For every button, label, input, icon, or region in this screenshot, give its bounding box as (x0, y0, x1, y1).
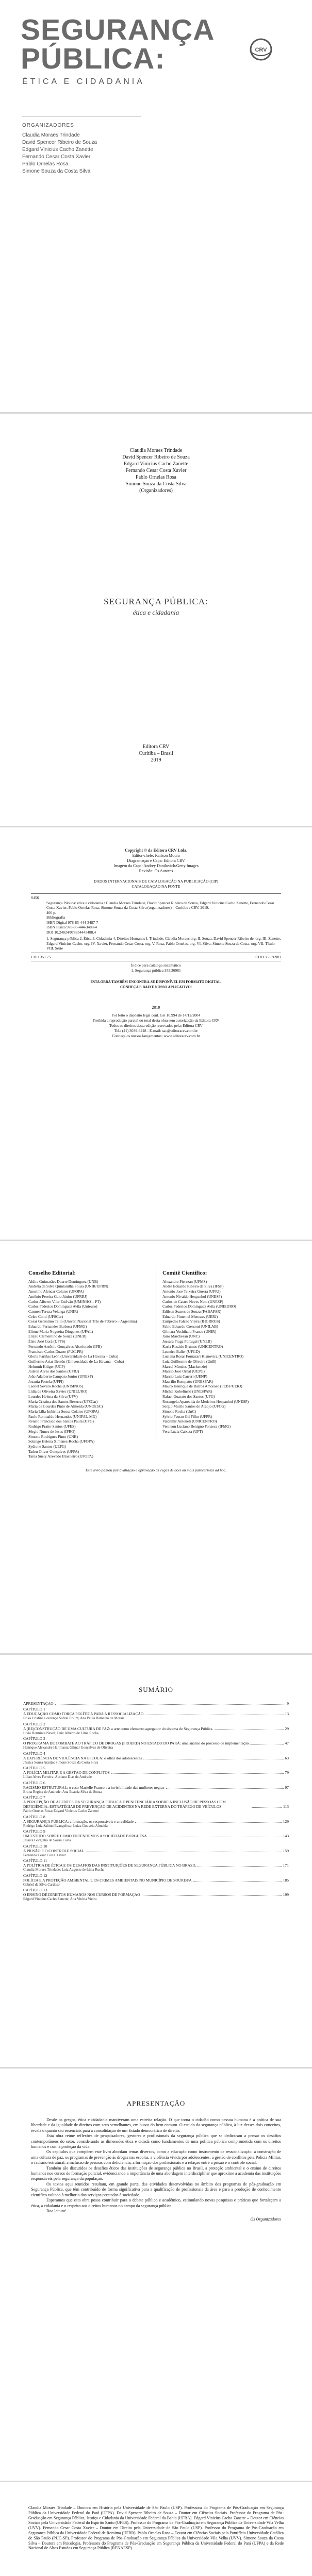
toc-title: A PERCEPÇÃO DE AGENTES DA SEGURANÇA PÚBLICA E PENITENCIÁRIA SOBRE A INCLUSÃO DE PESSOAS COM DEFICIÊNCIA: ESTRATÉGIAS DE PREVENÇÃO DE ACIDENTES NA REDE EXTERNA DO TRÁFEGO DE VEÍCULOS (23, 1800, 226, 1809)
scientific-member: Jussara Fraga Portugal (UNEB) (162, 1339, 212, 1344)
toc-authors: Bruna Regina de Andrade; Ana Beatriz Silva de Souza (23, 1789, 102, 1794)
title-page (0, 414, 312, 826)
editorial-member: Elizeu Clementino de Souza (UNEB) (28, 1334, 87, 1339)
scientific-member: Carlos Federico Dominguez Avila (UNIEURO) (162, 1304, 236, 1309)
editorial-member: Carmen Tereza Velanga (UNIR) (28, 1309, 78, 1314)
scientific-member: Andre Eduardo Ribeiro da Silva (IFSP) (162, 1284, 224, 1289)
toc-authors: Rodrigo Luiz Sabino Evangelista; Luiza Gouveia Almeida (23, 1823, 108, 1828)
publisher-name: Editora CRV (142, 744, 170, 750)
title-organizer: Edgard Vinicius Cacho Zanette (123, 461, 188, 467)
cover-title (21, 15, 215, 73)
editorial-member: Francisco Carlos Duarte (PUC-PR) (28, 1349, 84, 1354)
editorial-member: Maria de Lourdes Pinto de Almeida (UNOESC) (28, 1404, 103, 1409)
scientific-member: Alexandre Pierezan (UFMS) (162, 1279, 207, 1284)
title-organizer: Pablo Ornelas Rosa (136, 474, 176, 480)
peer-review-note: Este livro passou por avaliação e aprovação às cegas de dois ou mais pareceristas ad hoc. (86, 1468, 226, 1472)
scientific-member: Gilmara Yoshihara Franco (UNIR) (162, 1329, 217, 1334)
toc-row (23, 1711, 289, 1716)
scientific-member: Marcel Mendes (Mackenzie) (162, 1364, 207, 1369)
cip-doi: DOI 10.24824/978854443488.4 (46, 929, 96, 935)
toc-page-number: 47 (285, 1741, 289, 1745)
editorial-member: Elione Maria Nogueira Diogenes (UFAL) (28, 1329, 93, 1334)
toc-row (23, 1800, 289, 1809)
scientific-member: Jairo Marchesan (UNC) (162, 1334, 200, 1339)
toc-chapter-label: CAPÍTULO 12 (23, 1873, 47, 1878)
toc-chapter-label: CAPÍTULO 7 (23, 1795, 45, 1800)
toc-row (23, 1770, 289, 1775)
scientific-member: Sylvio Fausto Gil Filho (UFPR) (162, 1414, 212, 1419)
cip-isbn-physical: ISBN Físico 978-85-444-3488-4 (46, 925, 97, 929)
toc-entry[interactable] (23, 1722, 289, 1736)
toc-chapter-label: CAPÍTULO 11 (23, 1858, 47, 1863)
title-organizers (0, 447, 312, 494)
cover-organizer: David Spencer Ribeiro de Souza (22, 140, 97, 145)
editorial-member: Leonel Severo Rocha (UNISINOS) (28, 1384, 84, 1389)
scientific-committee-title: Comitê Científico: (162, 1270, 207, 1276)
scientific-member: Venilson Luciano Benigno Fonseca (IFMG) (162, 1424, 231, 1429)
toc-authors: Jéssica Souza Araújo; Simone Souza da Costa Silva (23, 1760, 98, 1765)
toc-leader (142, 1895, 282, 1896)
toc-title: O ENSINO DE DIREITOS HUMANOS NOS CURSOS DE FORMAÇÃO (23, 1892, 140, 1897)
toc-row (23, 1726, 289, 1731)
editorial-member: Cesar Gerónimo Tello (Univer. Nacional Três de Febrero – Argentina) (28, 1319, 137, 1324)
toc-page-number: 185 (283, 1877, 289, 1883)
logo-text: CRV (255, 47, 267, 53)
toc-page-number: 97 (285, 1785, 289, 1790)
cip-isbn-digital: ISBN Digital 978-85-444-3487-7 (46, 920, 98, 925)
editorial-member: Andréia da Silva Quintanilha Sousa (UNIR/UFRN) (28, 1284, 108, 1289)
toc-page (0, 1655, 312, 2067)
scientific-member: Eduardo Pimentel Menezes (UERJ) (162, 1314, 218, 1319)
editorial-member: Sérgio Nunes de Jesus (IFRO) (28, 1429, 76, 1434)
cip-subtitle: CATALOGAÇÃO NA FONTE (132, 884, 180, 889)
index-title: Índice para catálogo sistemático (131, 963, 181, 968)
scientific-member: Leandro Baller (UFGD) (162, 1349, 200, 1354)
toc-authors: Gabriel da Silva Cardoso (23, 1882, 60, 1887)
scientific-committee-list (162, 1279, 289, 1434)
cip-description: Segurança Pública: ética e cidadania / Claudia Moraes Trindade, David Spencer Ribeiro de Souza, Edgard Vinicius Cacho Zanette, Fernando Cesar Costa Xavier, Pablo Ornelas Rosa, Simone Souza da Costa Silva (organizadores) – Curitiba : CRV, 2019. (46, 900, 274, 910)
toc-leader (111, 1773, 284, 1774)
toc-title: POLÍCIA E A PROTEÇÃO AMBIENTAL E OS CRIMES AMBIENTAIS NO MUNICÍPIO DE SOURE/PA (23, 1877, 192, 1883)
toc-chapter-label: CAPÍTULO 10 (23, 1843, 47, 1849)
toc-authors: Lilian Alves Ferreira; Adriano Dias de Andrade (23, 1775, 92, 1779)
toc-page-number: 159 (283, 1848, 289, 1853)
toc-authors: Pablo Ornelas Rosa; Edgard Vinicius Cacho Zanette (23, 1809, 99, 1813)
toc-authors: Livia Herminia Neves; Luiz Alberto de Lima Rocha (23, 1731, 98, 1735)
toc-title: A POLÍTICA DE ÉTICA E OS DESAFIOS DAS INSTITUIÇÕES DE SEGURANÇA PÚBLICA NO BRASIL (23, 1863, 196, 1868)
presentation-page (0, 2069, 312, 2481)
presentation-paragraph: Os capítulos que compõem este livro abordam temas diversos, como a educação como instrumento de ressocialização, a construção de uma cultura de paz, os programas de prevenção às drogas nas escolas, a violência vivida por adolescentes, a gestão de conflitos pela Polícia Militar, o racismo estrutural, a inclusão de pessoas com deficiência, a formação dos profissionais e a relação entre a prisão e o controle social. (31, 2149, 281, 2165)
cover-organizer: Claudia Moraes Trindade (22, 132, 80, 138)
toc-chapter-label: CAPÍTULO 1 (23, 1707, 45, 1711)
toc-authors: Erika Cristina Lourenço Sobral Rolim; Ana Paula Ramalho de Morais (23, 1716, 125, 1720)
toc-row (23, 1756, 289, 1760)
presentation-paragraph: Boa leitura! (46, 2208, 67, 2213)
toc-title: A PRISÃO E O CONTROLE SOCIAL (23, 1848, 85, 1853)
scientific-member: Mauro Henrique de Barros Amoroso (FEBF/UERJ) (162, 1384, 242, 1389)
scientific-member: Carlos de Castro Neves Neto (UNESP) (162, 1299, 223, 1304)
toc-title: A (RE)CONSTRUÇÃO DE UMA CULTURA DE PAZ: a arte como elemento agregador do sistema de Segurança Pública (23, 1726, 212, 1731)
presentation-paragraph: Esperamos que esta obra possa contribuir para o debate público e acadêmico, estimulando novas pesquisas e práticas que fortaleçam a ética, a cidadania e o respeito aos direitos humanos no campo da segurança pública. (31, 2198, 281, 2208)
cip-title: DADOS INTERNACIONAIS DE CATALOGAÇÃO NA PUBLICAÇÃO (CIP) (93, 879, 219, 884)
editorial-member: João Adalberto Campato Junior (UNESP) (28, 1374, 93, 1379)
cip-cdd: CDD 353.36981 (255, 954, 281, 959)
authors-page (0, 2482, 312, 2576)
cip-code: S456 (31, 895, 39, 900)
editorial-member: Tadeu Oliver Gonçalves (UFPA) (28, 1449, 79, 1454)
toc-entry[interactable] (23, 1766, 289, 1780)
councils-page (0, 1241, 312, 1653)
publication-year: 2019 (151, 757, 161, 763)
toc-row (23, 1741, 289, 1745)
toc-authors: Fernando Cesar Costa Xavier (23, 1853, 66, 1857)
presentation-text (31, 2117, 281, 2223)
presentation-paragraph: Desde os gregos, ética e cidadania mantiveram uma estreita relação. O que torna o cidadão como pessoa humana é a prática de sua liberdade e da igualdade de direitos com seus semelhantes, em busca do bem comum. O estudo da segurança pública, à luz desses dois conceitos, revela o quanto são essenciais para a consolidação de um Estado democrático de direito. (31, 2117, 281, 2133)
copyright-page (0, 827, 312, 1240)
cover-title-line-2: PÚBLICA: (21, 42, 166, 75)
toc-row (23, 1849, 289, 1853)
presentation-paragraph: Também são discutidos os desafios éticos das instituições de segurança pública no Brasil, a proteção ambiental e o ensino de direitos humanos nos cursos de formação policial, evidenciando a importância de uma abordagem interdisciplinar que aproxime a academia das instituições responsáveis pela segurança da população. (31, 2165, 281, 2181)
copyright-line: Copyright © da Editora CRV Ltda. (124, 848, 188, 853)
toc-chapter-label: CAPÍTULO 9 (23, 1829, 45, 1834)
copyright-bottom (0, 1013, 312, 1039)
scientific-member: Vera Lúcia Caixeta (UFT) (162, 1429, 203, 1434)
cip-cdu: CDU 351.75 (31, 954, 51, 959)
toc-chapter-label: CAPÍTULO 5 (23, 1766, 45, 1770)
toc-page-number: 129 (283, 1819, 289, 1824)
editorial-member: Rodrigo Pratte-Santos (UFES) (28, 1424, 76, 1429)
scientific-member: Karla Rosário Brumes (UNICENTRO) (162, 1344, 223, 1349)
title-organizer: Simone Souza da Costa Silva (125, 481, 187, 487)
toc-row (23, 1834, 289, 1838)
scientific-member: Valdemir Antoneli (UNICENTRO) (162, 1419, 217, 1424)
editorial-council (28, 1271, 155, 1459)
toc-title: A POLÍCIA MILITAR E A GESTÃO DE CONFLITOS (23, 1770, 110, 1775)
toc-title: UM ESTUDO SOBRE COMO ENTENDEMOS A SOCIEDADE BURGUESA (23, 1834, 147, 1838)
presentation-heading: APRESENTAÇÃO (126, 2099, 186, 2107)
title-organizer: Fernando Cesar Costa Xavier (125, 468, 187, 473)
cover-subtitle: ÉTICA E CIDADANIA (22, 77, 145, 86)
editorial-member: Gloria Fariñas León (Universidade de La Havana – Cuba) (28, 1354, 119, 1359)
toc-entry[interactable] (23, 1781, 289, 1794)
publisher-block (0, 743, 312, 764)
toc-page-number: 9 (287, 1701, 289, 1706)
copyright-line: Editor-chefe: Railson Moura (132, 853, 180, 858)
presentation-signature: Os Organizadores (250, 2217, 281, 2222)
toc-row (23, 1892, 289, 1897)
toc-chapter-label: CAPÍTULO 8 (23, 1814, 45, 1819)
cover-organizers-list (22, 132, 97, 175)
toc-entry[interactable] (23, 1888, 289, 1902)
editorial-member: Anselmo Alencar Colares (UFOPA) (28, 1289, 84, 1294)
cip-heading (0, 879, 312, 889)
editorial-member: Lourdes Helena da Silva (UFV) (28, 1394, 78, 1399)
editorial-member: Celso Conti (UFSCar) (28, 1314, 63, 1319)
cip-rule (31, 893, 281, 894)
toc-row (23, 1878, 289, 1883)
cover-title-line-1: SEGURANÇA (21, 13, 215, 46)
scientific-member: Luiz Guilherme de Oliveira (UnB) (162, 1359, 217, 1364)
toc-title: A EXPERIÊNCIA DE VIOLÊNCIA NA ESCOLA: o olhar dos adolescentes (23, 1755, 142, 1760)
scientific-member: Fabio Eduardo Cressoni (UNILAB) (162, 1324, 218, 1329)
toc-chapter-label: CAPÍTULO 3 (23, 1736, 45, 1741)
editorial-member: Helmuth Krüger (UCP) (28, 1364, 65, 1369)
cip-record (31, 892, 281, 973)
editorial-member: Aldira Guimarães Duarte Domínguez (UNB) (28, 1279, 98, 1284)
scientific-member: Simone Rocha (UnC) (162, 1409, 196, 1414)
toc-entry[interactable] (23, 1701, 289, 1706)
toc-entry[interactable] (23, 1858, 289, 1872)
cover-page (0, 0, 312, 412)
toc-entry[interactable] (23, 1873, 289, 1887)
editorial-member: Solange Helena Ximenes-Rocha (UFOPA) (28, 1439, 95, 1444)
toc-authors: Claudia Moraes Trindade; Luiz Augusto de Lima Rocha (23, 1868, 105, 1872)
title-organizer: David Spencer Ribeiro de Souza (122, 454, 190, 460)
scientific-member: Antonio Jose Teixeira Guerra (UFRJ) (162, 1289, 221, 1294)
index-line: 1. Segurança pública 353.36981 (131, 968, 181, 973)
toc-title: A EDUCAÇÃO COMO FORÇA POLÍTICA PARA A RESSOCIALIZAÇÃO (23, 1711, 144, 1716)
scientific-member: Marcio Luiz Carreri (UENP) (162, 1374, 207, 1379)
legal-line: Todos os direitos desta edição reservados pela: Editora CRV (109, 1023, 203, 1028)
editorial-council-title: Conselho Editorial: (28, 1270, 76, 1276)
editorial-member: Fernando Antônio Gonçalves Alcoforado (IPB) (28, 1344, 102, 1349)
scientific-member: Antonio Nivaldo Hespanhol (UNESP) (162, 1294, 222, 1299)
editorial-member: Guillermo Arias Beatón (Universidade de La Havana – Cuba) (28, 1359, 124, 1364)
toc-authors: Henrique Alexandre Hartmann; Gilmar Gonçalves de Oliveira (23, 1745, 113, 1750)
editorial-member: Eduardo Fernandes Barbosa (UFMG) (28, 1324, 87, 1329)
editorial-member: Josania Portela (UFPI) (28, 1379, 64, 1384)
toc-page-number: 29 (285, 1726, 289, 1731)
scientific-member: Sergio Murilo Santos de Araújo (UFCG) (162, 1404, 226, 1409)
editorial-member: Renato Francisco dos Santos Paula (UFG) (28, 1419, 94, 1424)
toc-leader (55, 1704, 286, 1705)
cover-organizer: Pablo Ornelas Rosa (22, 161, 69, 167)
copyright-line: Revisão: Os Autores (139, 869, 173, 873)
scientific-committee (162, 1271, 289, 1434)
scientific-member: Rosangela Aparecida de Medeiros Hespanhol (UNESP) (162, 1399, 249, 1404)
toc-entry[interactable] (23, 1707, 289, 1721)
toc-entry[interactable] (23, 1751, 289, 1765)
editorial-council-list (28, 1279, 155, 1459)
legal-line: Foi feito o depósito legal conf. Lei 10.994 de 14/12/2004 (111, 1013, 201, 1018)
book-title: SEGURANÇA PÚBLICA: (104, 597, 208, 606)
cip-subjects: 1. Segurança pública 2. Ética 3. Cidadania 4. Direitos Humanos I. Trindade, Claudia Moraes org. II. Souza, David Spencer Ribeiro de. org. III. Zanette, Edgard Vinicius Cacho. org. IV. Xavier, Fernando Cesar Costa. org. V. Rosa, Pablo Ornelas. org. VI. Silva, Simone Souza da Costa. org. VII. Título VIII. Série (46, 936, 281, 951)
toc-heading: SUMÁRIO (139, 1686, 173, 1693)
cover-organizers-label: ORGANIZADORES (22, 123, 74, 128)
legal-line: Proibida a reprodução parcial ou total desta obra sem autorização da Editora CRV (92, 1018, 220, 1023)
cip-bibliography: Bibliografia (46, 915, 65, 920)
presentation-paragraph: Os textos aqui reunidos resultam, em grande parte, das atividades desenvolvidas no âmbito dos programas de pós-graduação em Segurança Pública, que têm contribuído de forma significativa para a qualificação de profissionais da área e para a produção de conhecimento científico voltado à melhoria dos serviços prestados à sociedade. (31, 2181, 281, 2197)
toc-entry[interactable] (23, 1795, 289, 1814)
book-subtitle: ética e cidadania (133, 608, 179, 616)
editorial-member: Paulo Romualdo Hernandes (UNIFAL-MG) (28, 1414, 97, 1419)
publisher-logo-icon (249, 37, 273, 62)
toc-authors: Edgard Vinicius Cacho Zanette; Ana Vitória Vieira (23, 1897, 97, 1901)
toc-leader (135, 1822, 282, 1823)
editorial-member: Maria Cristina dos Santos Bezerra (UFSCar) (28, 1399, 98, 1404)
toc-entry[interactable] (23, 1815, 289, 1828)
title-organizer: Claudia Moraes Trindade (129, 448, 183, 453)
editorial-member: Sydione Santos (UEPG) (28, 1444, 66, 1449)
toc-page-number: 199 (283, 1892, 289, 1897)
toc-page-number: 171 (283, 1863, 289, 1868)
toc-row (23, 1701, 289, 1706)
toc-leader (198, 1866, 282, 1867)
editorial-member: Tania Suely Azevedo Brasileiro (UFOPA) (28, 1454, 93, 1459)
scientific-member: Michel Kobelinski (UNESPAR) (162, 1389, 212, 1394)
cover-organizer: Fernando Cesar Costa Xavier (22, 154, 91, 160)
toc-row (23, 1785, 289, 1790)
toc-title: O PROGRAMA DE COMBATE AO TRÁFICO DE DROGAS (PROERD) NO ESTADO DO PARÁ: uma análise do processo de implementação (23, 1741, 249, 1745)
toc-leader (193, 1881, 282, 1882)
copyright-top (0, 848, 312, 874)
publisher-city: Curitiba – Brasil (139, 751, 173, 756)
legal-line: Tel.: (41) 3039-6418 - E-mail: sac@editoracrv.com.br (114, 1028, 198, 1033)
cip-classification (31, 955, 281, 960)
toc-page-number: 113 (283, 1804, 289, 1809)
editorial-member: Carlos Federico Dominguez Avila (Unieuro) (28, 1304, 97, 1309)
toc-chapter-label: CAPÍTULO 2 (23, 1721, 45, 1726)
toc-row (23, 1819, 289, 1824)
digital-notice-line: ESTA OBRA TAMBÉM ENCONTRA-SE DISPONÍVEL EM FORMATO DIGITAL. (90, 980, 222, 984)
toc-entry[interactable] (23, 1829, 289, 1843)
toc-authors: Jessica Gorgulho de Sousa Costa (23, 1838, 71, 1842)
editorial-member: Élsio José Corá (UFFS) (28, 1339, 65, 1344)
digital-notice-line: CONHEÇA E BAIXE NOSSO APLICATIVO! (120, 985, 192, 989)
presentation-paragraph: Esta obra reúne reflexões de pesquisadores, gestores e profissionais da segurança pública que se dedicaram a pensar os desafios contemporâneos do setor, considerando as dimensões ética e cidadã como fundamentos de uma política pública comprometida com os direitos humanos e com a proteção da vida. (31, 2133, 281, 2149)
scientific-member: Edilson Soares de Souza (FABAPAR) (162, 1309, 222, 1314)
cover-organizer: Simone Souza da Costa Silva (22, 168, 91, 174)
toc-page-number: 143 (283, 1834, 289, 1838)
toc-page-number: 63 (285, 1755, 289, 1760)
scientific-member: Marcio Jose Ornat (UEPG) (162, 1369, 205, 1374)
scientific-member: Maurilio Rompatto (UNESPAR) (162, 1379, 214, 1384)
editorial-member: Jailson Alves dos Santos (UFRJ) (28, 1369, 79, 1374)
toc-chapter-label: CAPÍTULO 13 (23, 1888, 47, 1892)
toc-leader (166, 1788, 284, 1789)
toc-entry[interactable] (23, 1736, 289, 1750)
toc-title: RACISMO ESTRUTURAL: o caso Marielle Franco e a invisibilidade das mulheres negras (23, 1785, 165, 1790)
toc-row (23, 1863, 289, 1868)
toc-list (23, 1701, 289, 1903)
editorial-member: Carlos Alberto Vilar Estêvão (UMINHO – PT) (28, 1299, 101, 1304)
toc-leader (252, 1807, 282, 1808)
scientific-member: Rafael Guarato dos Santos (UFG) (162, 1394, 215, 1399)
toc-page-number: 79 (285, 1770, 289, 1775)
toc-page-number: 13 (285, 1711, 289, 1716)
scientific-member: Euripedes Falcao Vieira (IHGRRGS) (162, 1319, 220, 1324)
editorial-member: Lídia de Oliveira Xavier (UNIEURO) (28, 1389, 88, 1394)
legal-line: Conheça os nossos lançamentos: www.editoracrv.com.br (112, 1033, 200, 1038)
scientific-member: Luciana Rosar Fornazari Klanovicz (UNICENTRO) (162, 1354, 244, 1359)
copyright-line: Diagramação e Capa: Editora CRV (127, 858, 185, 863)
editorial-member: Antônio Pereira Gaio Júnior (UFRRJ) (28, 1294, 88, 1299)
toc-title: A SEGURANÇA PÚBLICA: a formação, os responsáveis e a realidade (23, 1819, 134, 1824)
digital-notice (0, 979, 312, 990)
toc-chapter-label: CAPÍTULO 6 (23, 1780, 45, 1785)
authors-text: Claudia Moraes Trindade – Doutora em História pela Universidade de São Paulo (USP). Professora do Programa de Pós-Graduação em Segurança Pública da Universidade Federal do Pará (UFPA). David Spencer Ribeiro de Souza – Doutor em Ciências Sociais. Professor do Programa de Pós-Graduação em Segurança Pública, Justiça e Cidadania da Universidade Federal da Bahia (UFBA). Edgard Vinicius Cacho Zanette – Doutor em Ciências Sociais pela Universidade Federal do Espírito Santo (UFES). Professor do Programa de Pós-Graduação em Segurança Pública da Universidade Vila Velha (UVV). Fernando Cesar Costa Xavier – Doutor em Direito pela Universidade de São Paulo (USP). Professor do Programa de Pós-Graduação em Segurança Pública da Universidade Federal de Roraima (UFRR). Pablo Ornelas Rosa – Doutor em Ciências Sociais pela Pontifícia Universidade Católica de São Paulo (PUC-SP). Professor do Programa de Pós-Graduação em Segurança Pública da Universidade Vila Velha (UVV). Simone Souza da Costa Silva – Doutora em Psicologia. Professora do Programa de Pós-Graduação em Segurança Pública da Universidade Federal do Pará (UFPA) e da Rede Nacional de Altos Estudos em Segurança Pública (RENAESP). (28, 2505, 284, 2551)
toc-chapter-label: CAPÍTULO 4 (23, 1751, 45, 1756)
editorial-member: Maria Lília Imbiriba Sousa Colares (UFOPA) (28, 1409, 99, 1414)
toc-entry[interactable] (23, 1844, 289, 1858)
copyright-year: 2019 (152, 1005, 160, 1010)
title-organizer-role: (Organizadores) (139, 488, 173, 494)
copyright-line: Imagem da Capa: Andrey Danilovich/Getty Images (113, 863, 199, 868)
toc-title: APRESENTAÇÃO (23, 1701, 54, 1706)
cover-organizer: Edgard Vinicius Cacho Zanette (22, 147, 93, 152)
cip-pages: 400 p. (46, 910, 56, 915)
editorial-member: Simone Rodrigues Pinto (UNB) (28, 1434, 78, 1439)
